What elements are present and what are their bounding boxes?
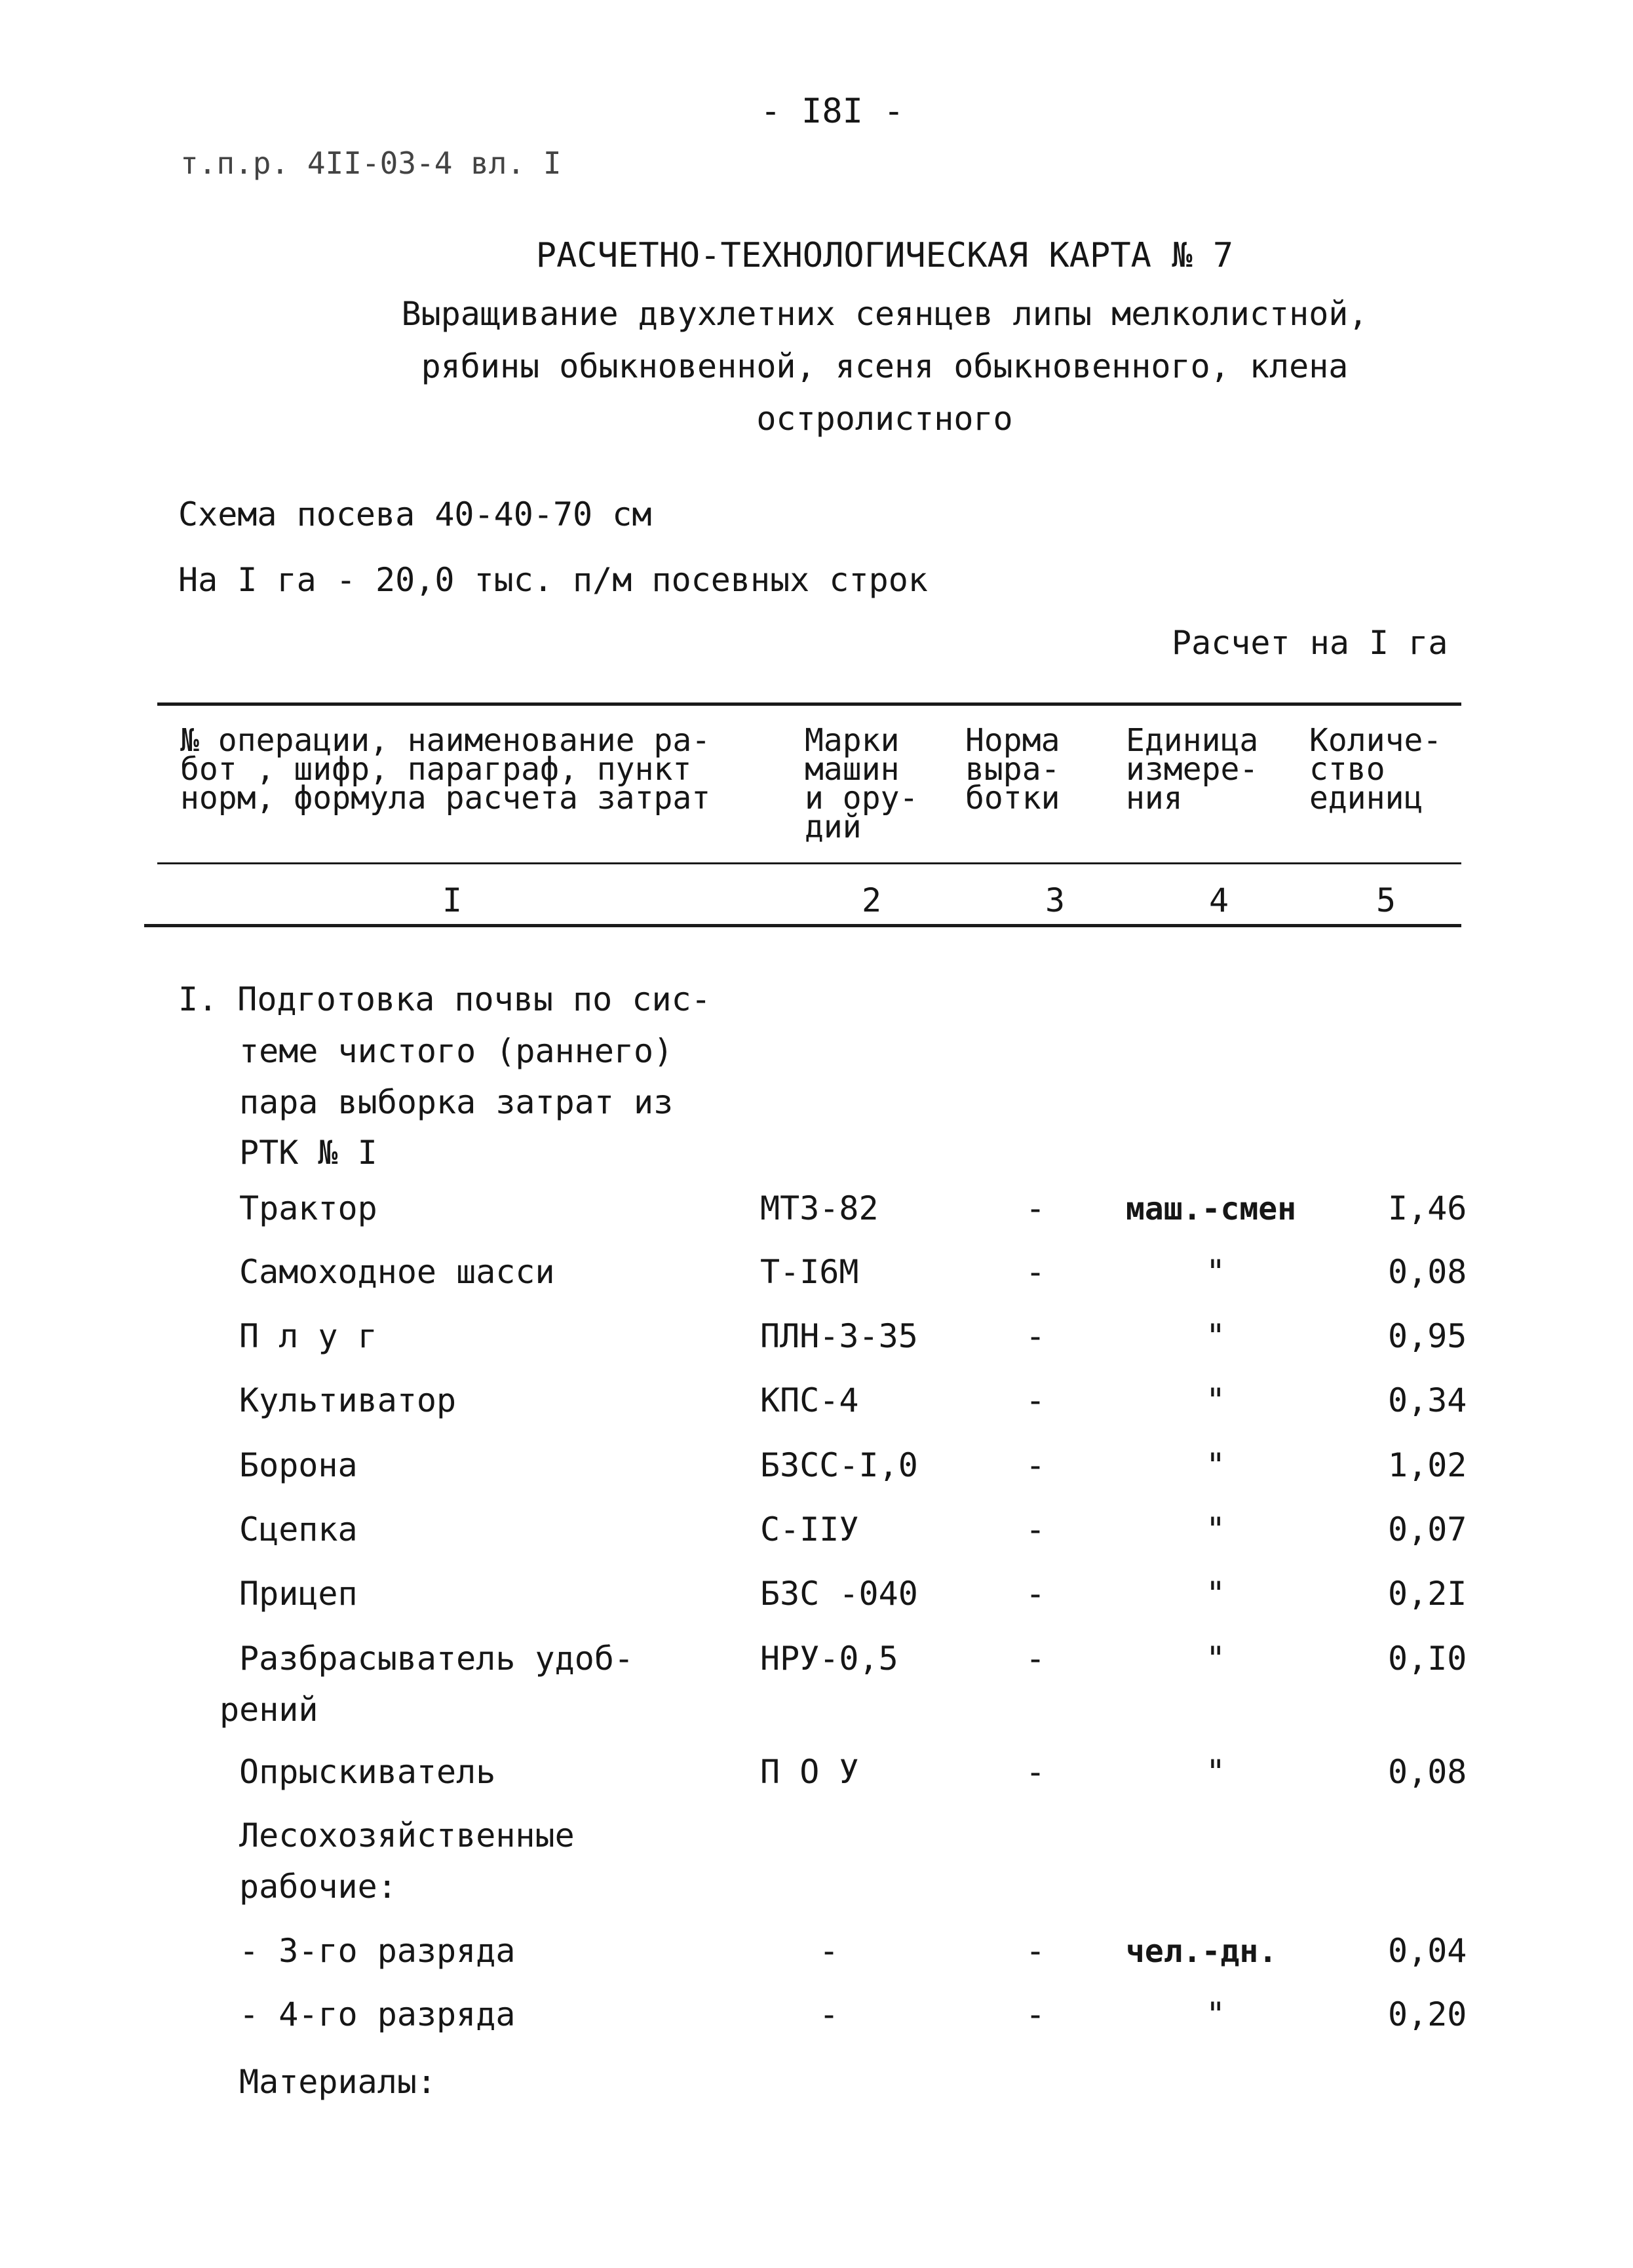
row-norm: - bbox=[1025, 1640, 1046, 1678]
section-title-line-2: теме чистого (раннего) bbox=[239, 1032, 674, 1070]
row-norm: - bbox=[1025, 1510, 1046, 1548]
row-mark: - bbox=[818, 1932, 839, 1970]
column-number-2: 2 bbox=[861, 881, 882, 919]
workers-title-line-1: Лесохозяйственные bbox=[239, 1816, 575, 1855]
row-mark: БЗСС-I,0 bbox=[760, 1446, 918, 1484]
row-mark: КПС-4 bbox=[760, 1381, 859, 1419]
page-number: - I8I - bbox=[760, 92, 904, 131]
row-quantity: 0,04 bbox=[1388, 1932, 1467, 1970]
materials-title: Материалы: bbox=[239, 2063, 437, 2101]
table-numbers-rule bbox=[144, 924, 1461, 927]
table-header-rule bbox=[157, 862, 1461, 864]
row-name: Разбрасыватель удоб- bbox=[239, 1640, 634, 1678]
row-name: Культиватор bbox=[239, 1381, 457, 1419]
per-hectare-note: На I га - 20,0 тыс. п/м посевных строк bbox=[178, 561, 928, 599]
row-name: П л у г bbox=[239, 1317, 377, 1355]
workers-title-line-2: рабочие: bbox=[239, 1868, 397, 1906]
row-mark: НРУ-0,5 bbox=[760, 1640, 898, 1678]
column-number-4: 4 bbox=[1208, 881, 1229, 919]
calculation-basis: Расчет на I га bbox=[1172, 624, 1448, 662]
row-name: Опрыскиватель bbox=[239, 1753, 496, 1791]
row-norm: - bbox=[1025, 1317, 1046, 1355]
document-title: РАСЧЕТНО-ТЕХНОЛОГИЧЕСКАЯ КАРТА № 7 bbox=[535, 236, 1234, 275]
subtitle-line-2: рябины обыкновенной, ясеня обыкновенного, клена bbox=[421, 347, 1349, 385]
row-unit: " bbox=[1205, 1753, 1226, 1791]
row-norm: - bbox=[1025, 1381, 1046, 1419]
column-number-1: I bbox=[442, 881, 463, 919]
row-mark: П О У bbox=[760, 1753, 859, 1791]
row-unit: " bbox=[1205, 1446, 1226, 1484]
row-mark: Т-I6М bbox=[760, 1253, 859, 1291]
row-name: Трактор bbox=[239, 1189, 377, 1227]
row-mark: МТЗ-82 bbox=[760, 1189, 879, 1227]
row-name: - 4-го разряда bbox=[239, 1995, 516, 2033]
row-unit: " bbox=[1205, 1381, 1226, 1419]
row-unit: " bbox=[1205, 1317, 1226, 1355]
row-norm: - bbox=[1025, 1995, 1046, 2033]
row-norm: - bbox=[1025, 1189, 1046, 1227]
column-number-5: 5 bbox=[1375, 881, 1396, 919]
row-quantity: 0,08 bbox=[1388, 1253, 1467, 1291]
row-unit: чел.-дн. bbox=[1126, 1933, 1278, 1970]
row-quantity: 0,34 bbox=[1388, 1381, 1467, 1419]
row-quantity: 0,20 bbox=[1388, 1995, 1467, 2033]
subtitle-line-3: остролистного bbox=[756, 400, 1013, 438]
row-unit: " bbox=[1205, 1510, 1226, 1548]
section-title-line-1: I. Подготовка почвы по сис- bbox=[178, 980, 711, 1018]
header-unit: Единица измере- ния bbox=[1126, 722, 1259, 817]
header-machine-marks: Марки машин и ору- дий bbox=[805, 722, 919, 845]
row-norm: - bbox=[1025, 1446, 1046, 1484]
row-norm: - bbox=[1025, 1575, 1046, 1613]
header-quantity: Количе- ство единиц bbox=[1309, 722, 1442, 817]
sowing-scheme: Схема посева 40-40-70 см bbox=[178, 495, 652, 533]
row-name: Борона bbox=[239, 1446, 358, 1484]
row-unit: " bbox=[1205, 1253, 1226, 1291]
row-quantity: I,46 bbox=[1388, 1189, 1467, 1227]
document-reference: т.п.р. 4II-03-4 вл. I bbox=[180, 145, 562, 181]
row-unit: " bbox=[1205, 1640, 1226, 1678]
row-quantity: 0,08 bbox=[1388, 1753, 1467, 1791]
row-mark: ПЛН-3-35 bbox=[760, 1317, 918, 1355]
subtitle-line-1: Выращивание двухлетних сеянцев липы мелколистной, bbox=[401, 295, 1368, 333]
header-output-norm: Норма выра- ботки bbox=[965, 722, 1060, 817]
row-unit: маш.-смен bbox=[1126, 1191, 1297, 1227]
header-operation: № операции, наименование ра- бот , шифр, параграф, пункт норм, формула расчета затрат bbox=[180, 722, 711, 817]
row-name: - 3-го разряда bbox=[239, 1932, 516, 1970]
row-norm: - bbox=[1025, 1253, 1046, 1291]
row-quantity: 0,07 bbox=[1388, 1510, 1467, 1548]
row-name: Самоходное шасси bbox=[239, 1253, 555, 1291]
row-unit: " bbox=[1205, 1995, 1226, 2033]
row-norm: - bbox=[1025, 1753, 1046, 1791]
row-norm: - bbox=[1025, 1932, 1046, 1970]
row-mark: БЗС -040 bbox=[760, 1575, 918, 1613]
row-name: Сцепка bbox=[239, 1510, 358, 1548]
section-title-line-4: РТК № I bbox=[239, 1134, 377, 1172]
row-quantity: 0,I0 bbox=[1388, 1640, 1467, 1678]
row-mark: С-IIУ bbox=[760, 1510, 859, 1548]
row-quantity: 0,2I bbox=[1388, 1575, 1467, 1613]
row-name: Прицеп bbox=[239, 1575, 358, 1613]
row-unit: " bbox=[1205, 1575, 1226, 1613]
row-quantity: 1,02 bbox=[1388, 1446, 1467, 1484]
section-title-line-3: пара выборка затрат из bbox=[239, 1083, 674, 1121]
column-number-3: 3 bbox=[1045, 881, 1066, 919]
row-quantity: 0,95 bbox=[1388, 1317, 1467, 1355]
row-name-continued: рений bbox=[220, 1691, 318, 1729]
table-top-rule bbox=[157, 702, 1461, 706]
row-mark: - bbox=[818, 1995, 839, 2033]
